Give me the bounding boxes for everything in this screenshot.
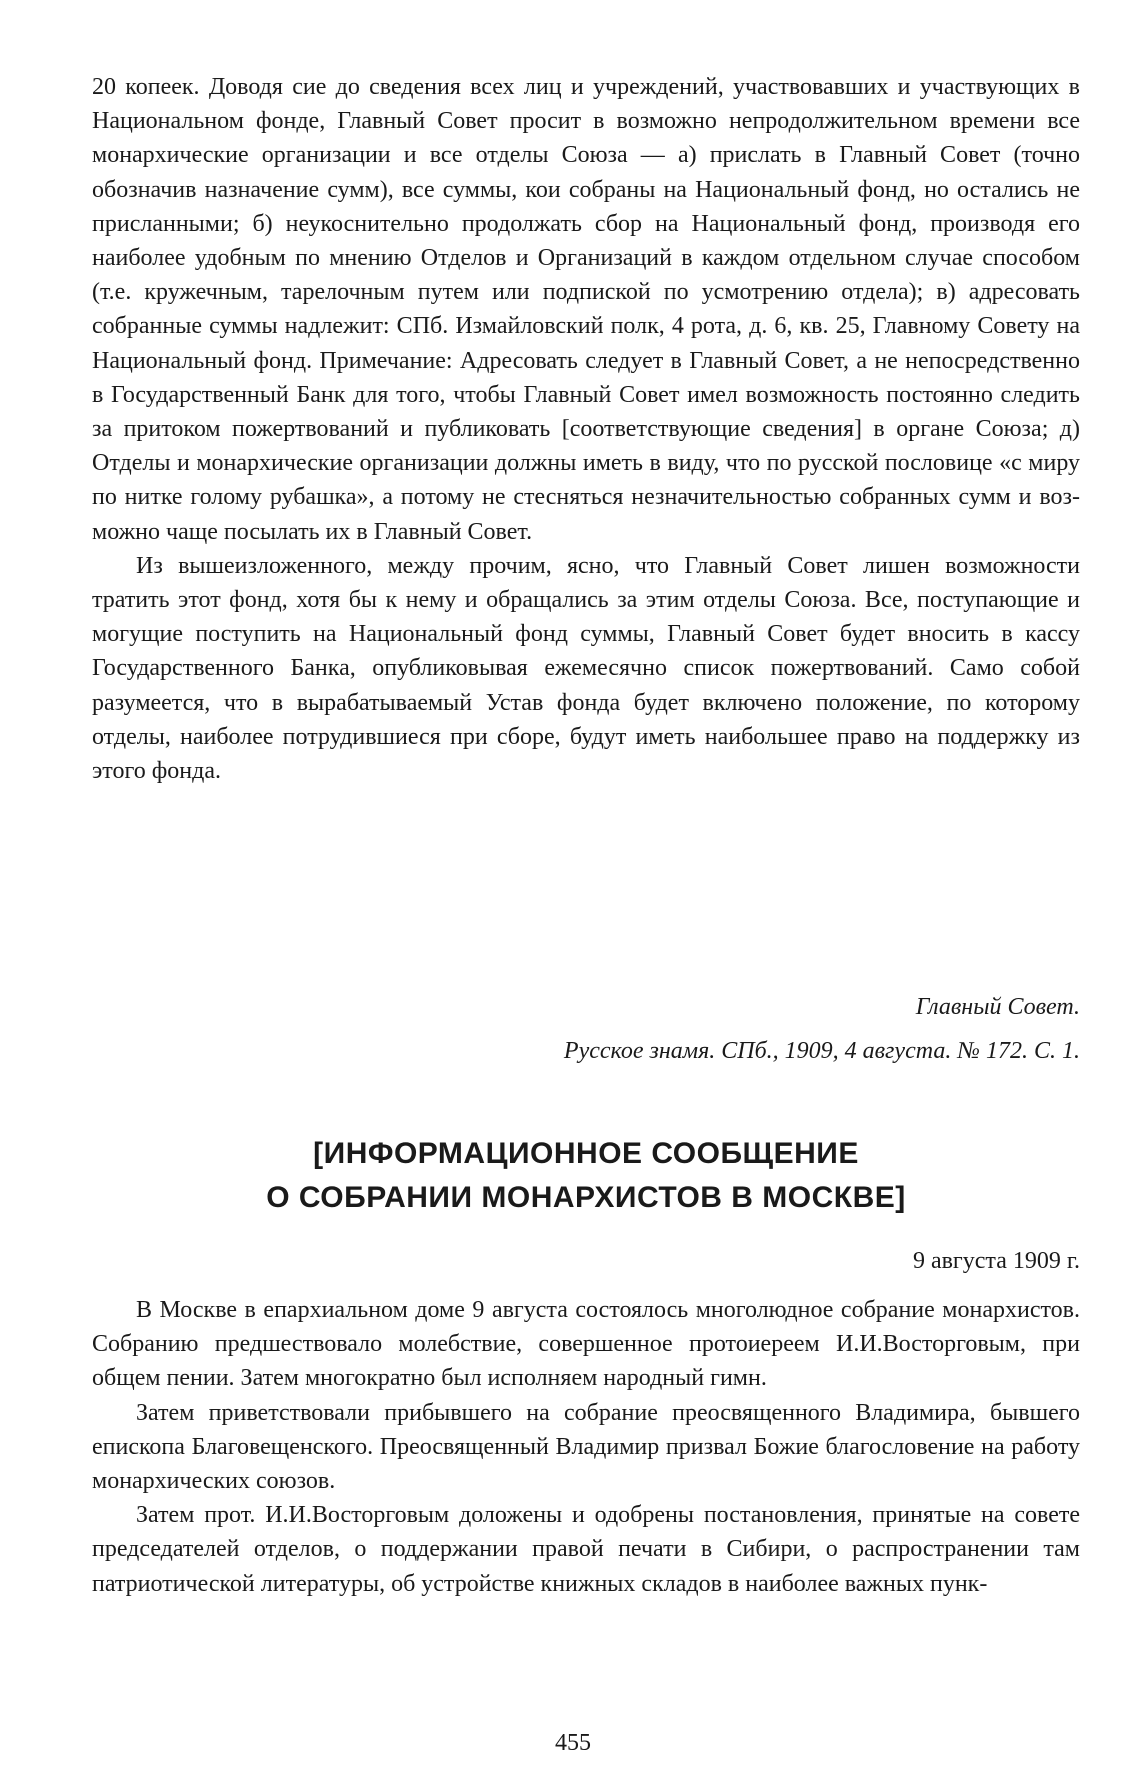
doc1-body	[92, 70, 1080, 788]
doc1-paragraph-2: Из вышеизложенного, между прочим, ясно, что Главный Совет лишен возможности тратить этот фонд, хотя бы к нему и обращались за этим отделы Союза. Все, поступающие и могущие поступить на Национальный фонд суммы, Главный Совет будет вносить в кассу Государственного Банка, опубликовывая ежемесячно список пожертвований. Само собой разумеется, что в вырабатываемый Устав фонда будет включено положение, по которому отделы, наиболее потрудившиеся при сборе, будут иметь наибольшее право на поддержку из этого фонда.	[92, 552, 1080, 785]
doc1-source-citation: Русское знамя. СПб., 1909, 4 августа. № 172. С. 1.	[563, 1038, 1080, 1064]
page-number: 455	[555, 1730, 591, 1756]
doc2-paragraph-1: В Москве в епархиальном доме 9 августа состоялось многолюдное собрание монархистов. Собранию предшествовало молебствие, совершенное протоиереем И.И.Восторговым, при общем пении. Затем многократно был исполняем народный гимн.	[92, 1297, 1080, 1392]
doc2-body	[92, 1293, 1080, 1601]
doc1-paragraph-1: 20 копеек. Доводя сие до сведения всех лиц и учреждений, участвовавших и участвующих в Национальном фонде, Главный Совет просит в возможно непродолжительном времени все монархические организации и все отделы Союза — а) прислать в Главный Совет (точно обозначив назначение сумм), все суммы, кои собраны на Национальный фонд, но остались не присланными; б) неукоснительно продолжать сбор на Национальный фонд, производя его наиболее удобным по мнению Отделов и Организаций в каждом отдельном случае способом (т.е. кружечным, тарелочным путем или подпиской по усмотрению отдела); в) адресовать собранные суммы надлежит: СПб. Измайловский полк, 4 рота, д. 6, кв. 25, Главному Совету на Национальный фонд. Примечание: Адресовать следует в Главный Совет, а не непосредственно в Государственный Банк для того, чтобы Главный Совет имел возможность постоянно следить за притоком пожертвований и публиковать [соответствующие сведения] в органе Союза; д) Отделы и монархические организации должны иметь в виду, что по русской пословице «с миру по нитке голому рубашка», а потому не стесняться незначительностью собранных сумм и возможно чаще посылать их в Главный Совет.	[92, 74, 1080, 545]
doc2-paragraph-3: Затем прот. И.И.Восторговым доложены и одобрены постановления, принятые на совете председателей отделов, о поддержании правой печати в Сибири, о распространении там патриотической литературы, об устройстве книжных складов в наиболее важных пунк-	[92, 1502, 1080, 1597]
doc2-heading-line-2: О СОБРАНИИ МОНАРХИСТОВ В МОСКВЕ]	[266, 1181, 906, 1214]
doc1-signature: Главный Совет.	[915, 994, 1080, 1020]
doc2-heading	[92, 1132, 1080, 1220]
doc2-paragraph-2: Затем приветствовали прибывшего на собрание преосвященного Владимира, бывшего епископа Благовещенского. Преосвященный Владимир призвал Божие благословение на работу монархических союзов.	[92, 1399, 1080, 1495]
doc2-heading-line-1: [ИНФОРМАЦИОННОЕ СООБЩЕНИЕ	[313, 1137, 859, 1170]
doc2-date: 9 августа 1909 г.	[912, 1248, 1080, 1274]
